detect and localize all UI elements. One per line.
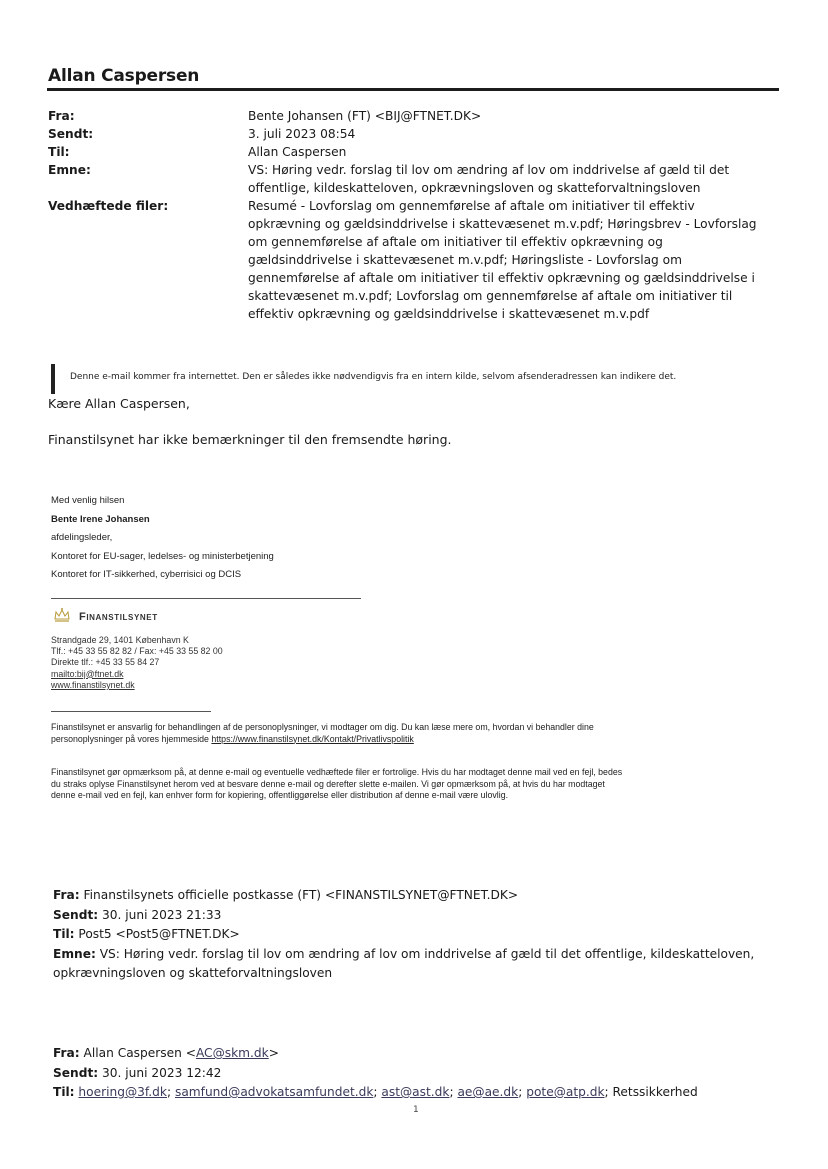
fwd2-from-label: Fra:	[53, 1046, 80, 1060]
fwd1-to-label: Til:	[53, 927, 75, 941]
external-warning-bar	[51, 364, 55, 394]
forwarded-header-1	[53, 886, 773, 984]
fwd2-from-name: Allan Caspersen <	[79, 1046, 196, 1060]
from-value: Bente Johansen (FT) <BIJ@FTNET.DK>	[248, 109, 482, 123]
fwd1-from-label: Fra:	[53, 888, 80, 902]
subject-line: offentlige, kildeskatteloven, opkrævningsloven og skatteforvaltningsloven	[248, 181, 701, 195]
fwd2-sent-value: 30. juni 2023 12:42	[98, 1065, 222, 1080]
recipient-link[interactable]: samfund@advokatsamfundet.dk	[174, 1085, 374, 1099]
external-warning-text: Denne e-mail kommer fra internettet. Den er således ikke nødvendigvis fra en intern kilde, selvom afsenderadressen kan indikere det.	[70, 372, 677, 382]
privacy-notice	[51, 722, 781, 745]
to-value: Allan Caspersen	[248, 145, 347, 159]
mailbox-owner-name: Allan Caspersen	[48, 66, 200, 86]
to-label: Til:	[48, 145, 70, 159]
confidentiality-line: du straks oplyse Finanstilsynet herom ved at besvare denne e-mail og derefter slette e-mailen. Vi gør opmærksom på, at hvis du har modtaget	[51, 778, 605, 789]
recipient-link[interactable]: hoering@3f.dk	[78, 1085, 167, 1099]
attachments-list	[248, 197, 770, 323]
attachment-line: effektiv opkrævning og gældsinddrivelse i skattevæsenet m.v.pdf	[248, 307, 650, 321]
privacy-line: Finanstilsynet er ansvarlig for behandlingen af de personoplysninger, vi modtager om dig. Du kan læse mere om, hvordan vi behandler dine	[51, 722, 594, 732]
recipient-separator: ;	[373, 1085, 382, 1099]
recipient-separator: ;	[449, 1085, 458, 1099]
fwd1-sent-value: 30. juni 2023 21:33	[98, 907, 222, 922]
signature	[51, 492, 274, 585]
recipient-tail: ; Retssikkerhed	[604, 1085, 698, 1099]
attachment-line: om gennemførelse af aftale om initiativer til effektiv opkrævning og	[248, 235, 663, 249]
fwd1-subject-value: VS: Høring vedr. forslag til lov om ændring af lov om inddrivelse af gæld til det offentlige, kildeskatteloven,	[95, 946, 755, 961]
attachment-line: gældsinddrivelse i skattevæsenet m.v.pdf; Høringsliste - Lovforslag om	[248, 253, 682, 267]
fwd2-from-email-link[interactable]: AC@skm.dk	[195, 1046, 269, 1060]
attachment-line: opkrævning og gældsinddrivelse i skattevæsenet m.v.pdf; Høringsbrev - Lovforslag	[248, 217, 757, 231]
org-mail-link[interactable]: mailto:bij@ftnet.dk	[51, 668, 124, 679]
attachment-line: gennemførelse af aftale om initiativer til effektiv opkrævning og gældsinddrivelse i	[248, 271, 755, 285]
recipient-link[interactable]: ast@ast.dk	[381, 1085, 450, 1099]
fwd1-subject-label: Emne:	[53, 946, 96, 961]
recipient-link[interactable]: ae@ae.dk	[457, 1085, 519, 1099]
fwd1-from-value: Finanstilsynets officielle postkasse (FT) <FINANSTILSYNET@FTNET.DK>	[79, 888, 519, 902]
recipient-separator: ;	[166, 1085, 175, 1099]
org-direct-phone: Direkte tlf.: +45 33 55 84 27	[51, 657, 160, 668]
from-label: Fra:	[48, 109, 75, 123]
confidentiality-line: denne e-mail ved en fejl, kan enhver form for kopiering, offentliggørelse eller distribution af denne e-mail være ulovlig.	[51, 790, 509, 800]
fwd2-from-close: >	[268, 1046, 279, 1060]
fwd1-subject-line: opkrævningsloven og skatteforvaltningsloven	[53, 966, 333, 980]
greeting: Kære Allan Caspersen,	[48, 396, 190, 411]
org-contact	[51, 635, 223, 691]
fwd2-to-label: Til:	[53, 1085, 75, 1099]
org-web-link[interactable]: www.finanstilsynet.dk	[51, 679, 135, 690]
privacy-text: personoplysninger på vores hjemmeside	[51, 733, 212, 744]
signature-closing: Med venlig hilsen	[51, 495, 125, 506]
contact-divider	[51, 711, 211, 712]
crown-icon	[53, 607, 71, 627]
org-logo	[53, 607, 158, 627]
privacy-line	[51, 734, 781, 746]
sent-value: 3. juli 2023 08:54	[248, 127, 356, 141]
signature-office: Kontoret for IT-sikkerhed, cyberrisici og DCIS	[51, 569, 242, 580]
attachment-line: Resumé - Lovforslag om gennemførelse af aftale om initiativer til effektiv	[248, 199, 695, 213]
signature-title: afdelingsleder,	[51, 532, 113, 543]
signature-name: Bente Irene Johansen	[51, 513, 150, 525]
org-address: Strandgade 29, 1401 København K	[51, 635, 189, 645]
subject-label: Emne:	[48, 163, 91, 177]
forwarded-header-2	[53, 1044, 773, 1103]
org-phone-fax: Tlf.: +45 33 55 82 82 / Fax: +45 33 55 82 00	[51, 646, 223, 657]
body-text: Finanstilsynet har ikke bemærkninger til den fremsendte høring.	[48, 432, 452, 447]
fwd1-sent-label: Sendt:	[53, 907, 99, 922]
subject-value	[248, 161, 770, 197]
confidentiality-notice	[51, 767, 781, 802]
header-divider	[47, 88, 779, 91]
attachment-line: skattevæsenet m.v.pdf; Lovforslag om gennemførelse af aftale om initiativer til	[248, 289, 733, 303]
subject-line: VS: Høring vedr. forslag til lov om ændring af lov om inddrivelse af gæld til det	[248, 163, 730, 177]
page-number: 1	[413, 1105, 419, 1115]
org-logo-text: Finanstilsynet	[79, 611, 158, 623]
fwd2-sent-label: Sendt:	[53, 1065, 99, 1080]
signature-office: Kontoret for EU-sager, ledelses- og ministerbetjening	[51, 550, 274, 562]
fwd1-to-value: Post5 <Post5@FTNET.DK>	[74, 927, 240, 941]
email-header	[48, 107, 778, 323]
privacy-policy-link[interactable]: https://www.finanstilsynet.dk/Kontakt/Privatlivspolitik	[211, 733, 414, 744]
recipient-separator: ;	[518, 1085, 527, 1099]
confidentiality-line: Finanstilsynet gør opmærksom på, at denne e-mail og eventuelle vedhæftede filer er fortrolige. Hvis du har modtaget denne mail ved en fejl, bedes	[51, 767, 623, 777]
signature-divider	[51, 598, 361, 599]
attachments-label: Vedhæftede filer:	[48, 199, 169, 213]
recipient-link[interactable]: pote@atp.dk	[526, 1085, 605, 1099]
sent-label: Sendt:	[48, 127, 94, 141]
